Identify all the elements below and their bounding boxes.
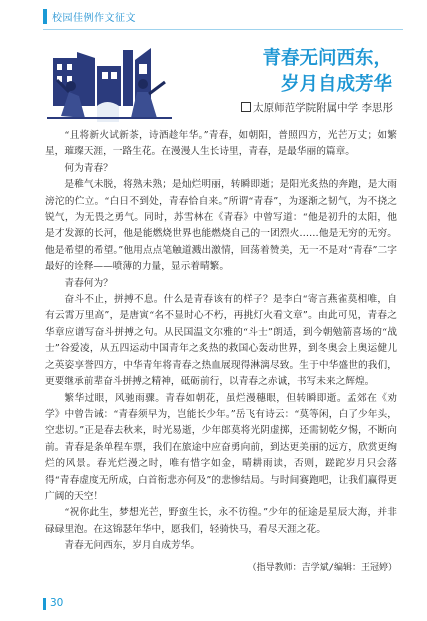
author-line — [183, 100, 393, 115]
section-title: 校园佳例作文征文 — [52, 13, 136, 24]
title-line-1: 青春无问西东， — [262, 48, 392, 69]
paragraph-2: 何为青春？ — [64, 162, 113, 174]
page-number: 30 — [50, 597, 64, 609]
article-body — [45, 128, 397, 576]
article-title — [182, 46, 392, 98]
author-name: 太原师范学院附属中学 李思彤 — [253, 102, 393, 114]
page-number-marker — [43, 598, 46, 610]
paragraph-4: 青春何为？ — [64, 277, 113, 289]
title-line-2: 岁月自成芳华 — [280, 74, 392, 95]
paragraph-8: 青春无问西东，岁月自成芳华。 — [64, 540, 201, 552]
section-marker — [43, 9, 47, 24]
paragraph-3: 是稚气未脱，将熟未熟；是灿烂明丽，转瞬即逝；是阳光炙热的奔跑，是大雨滂沱的伫立。“白日不到处，青春恰自来。”所谓“青春”，为逐渐之韧气，为不挠之锐气，为无畏之勇气。同时，苏雪林在《青春》中曾写道：“他是初升的太阳，他是才发源的长河，他是能燃烧世界也能燃烧自己的一团烈火……他是无穷的无穷。他是希望的希望。”他用点点笔触道溅出激情，回荡着赞美，无一不是对“青春”二字最好的诠释——喷薄的力量，显示着晴繁。 — [45, 179, 397, 273]
header-rule — [43, 29, 403, 30]
paragraph-5: 奋斗不止，拼搏不息。什么是青春该有的样子？是李白“寄言燕雀莫相唯，自有云霄万里高”，是唐寅“名不显时心不朽，再挑灯火看文章”。由此可见，青春之华章应谱写奋斗拼搏之句。从民国温文尔雅的“斗士”朗适，到今朝勉箭喜场的“战士”谷爱凌，从五四运动中国青年之炙热的救国心轰动世界，到冬奥会上奥运健儿之英姿享誉四方，中华青年将青春之热血展现得淋漓尽致。生于中华盛世的我们，更要继承前辈奋斗拼搏之精神，砥砺前行，以青春之赤诚，书写未来之辉煌。 — [45, 294, 397, 388]
editor-signature: （指导教师：吉学斌/编辑：王冠婷） — [247, 562, 397, 573]
paragraph-7: “祝你此生，梦想光芒，野蛮生长，永不彷徨。”少年的征途是星辰大海，并非碌碌里泡。在这锦瑟年华中，愿我们，轻骑快马，看尽天涯之花。 — [45, 507, 397, 535]
author-box-icon — [241, 102, 251, 112]
decorative-illustration — [47, 40, 172, 122]
page-header — [0, 0, 427, 40]
paragraph-1: “且将新火试新茶，诗酒趁年华。”青春，如朝阳，普照四方，光芒万丈；如繁星，璀璨天涯，一路生花。在漫漫人生长诗里，青春，是最华丽的篇章。 — [45, 130, 397, 158]
paragraph-6: 繁华过眼，风驰雨骤。青春如朝花，虽烂漫穗眼，但转瞬即逝。孟郊在《劝学》中曾告诫：“青春须早为，岂能长少年。”岳飞有诗云：“莫等闲，白了少年头，空悲切。”正是春去秋来，时光易逝，少年郎莫将光阴虚掷，还需韧乾夕惕，不断向前。青春是条单程车票，我们在旅途中应奋勇向前，到达更美丽的远方，欣赏更绚烂的风景。春光烂漫之时，唯有惜字如金，晴耕雨读，否则，蹉跎岁月只会落得“青春虚度无所成，白首衔悲亦何及”的悲惨结局。与时间赛跑吧，让我们赢得更广阔的天空！ — [45, 392, 397, 502]
